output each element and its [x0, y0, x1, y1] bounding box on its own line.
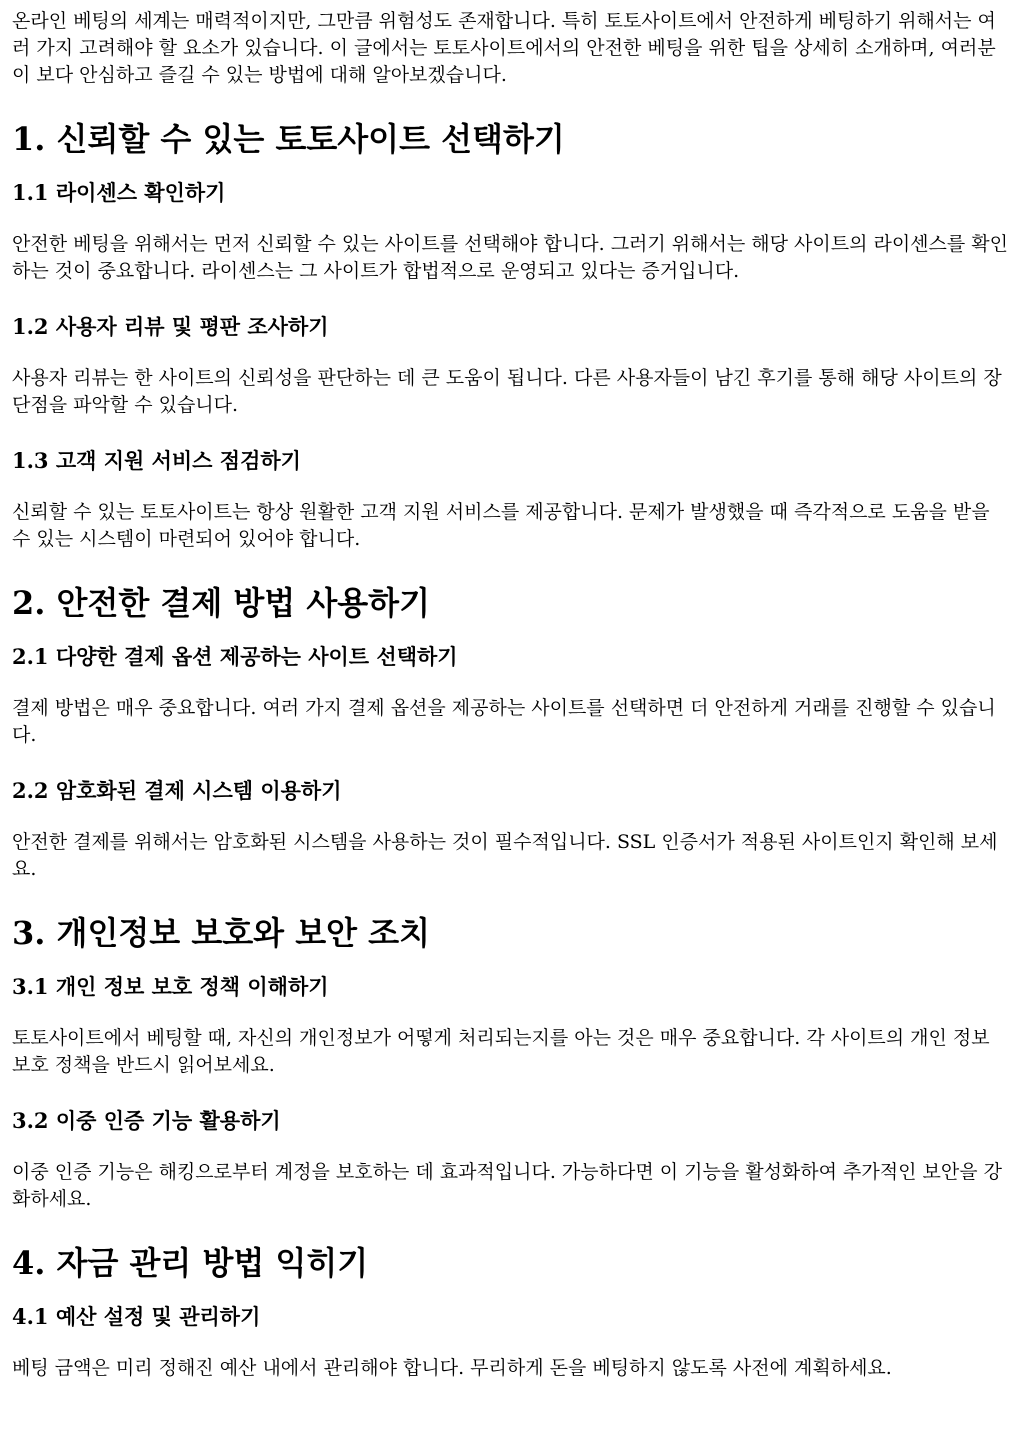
intro-paragraph: 온라인 베팅의 세계는 매력적이지만, 그만큼 위험성도 존재합니다. 특히 토토사이트에서 안전하게 베팅하기 위해서는 여러 가지 고려해야 할 요소가 있습니다. 이 글에서는 토토사이트에서의 안전한 베팅을 위한 팁을 상세히 소개하며, 여러분이 보다 안심하고 즐길 수 있는 방법에 대해 알아보겠습니다. — [12, 10, 996, 86]
section-heading-3: 3. 개인정보 보호와 보안 조치 — [12, 914, 431, 952]
paragraph-4-1: 베팅 금액은 미리 정해진 예산 내에서 관리해야 합니다. 무리하게 돈을 베팅하지 않도록 사전에 계획하세요. — [12, 1357, 892, 1379]
paragraph-2-2: 안전한 결제를 위해서는 암호화된 시스템을 사용하는 것이 필수적입니다. SSL 인증서가 적용된 사이트인지 확인해 보세요. — [12, 831, 998, 880]
paragraph-2-1: 결제 방법은 매우 중요합니다. 여러 가지 결제 옵션을 제공하는 사이트를 선택하면 더 안전하게 거래를 진행할 수 있습니다. — [12, 697, 996, 746]
section-heading-1: 1. 신뢰할 수 있는 토토사이트 선택하기 — [12, 120, 565, 158]
section-heading-2: 2. 안전한 결제 방법 사용하기 — [12, 584, 431, 622]
paragraph-1-2: 사용자 리뷰는 한 사이트의 신뢰성을 판단하는 데 큰 도움이 됩니다. 다른 사용자들이 남긴 후기를 통해 해당 사이트의 장단점을 파악할 수 있습니다. — [12, 367, 1002, 416]
subsection-heading-4-1: 4.1 예산 설정 및 관리하기 — [12, 1304, 261, 1329]
subsection-heading-2-2: 2.2 암호화된 결제 시스템 이용하기 — [12, 778, 342, 803]
paragraph-1-1: 안전한 베팅을 위해서는 먼저 신뢰할 수 있는 사이트를 선택해야 합니다. 그러기 위해서는 해당 사이트의 라이센스를 확인하는 것이 중요합니다. 라이센스는 그 사이트가 합법적으로 운영되고 있다는 증거입니다. — [12, 233, 1008, 282]
article — [0, 8, 1024, 1382]
paragraph-1-3: 신뢰할 수 있는 토토사이트는 항상 원활한 고객 지원 서비스를 제공합니다. 문제가 발생했을 때 즉각적으로 도움을 받을 수 있는 시스템이 마련되어 있어야 합니다. — [12, 501, 990, 550]
subsection-heading-1-3: 1.3 고객 지원 서비스 점검하기 — [12, 448, 301, 473]
subsection-heading-2-1: 2.1 다양한 결제 옵션 제공하는 사이트 선택하기 — [12, 644, 458, 669]
subsection-heading-1-1: 1.1 라이센스 확인하기 — [12, 180, 226, 205]
subsection-heading-1-2: 1.2 사용자 리뷰 및 평판 조사하기 — [12, 314, 329, 339]
subsection-heading-3-2: 3.2 이중 인증 기능 활용하기 — [12, 1108, 281, 1133]
paragraph-3-1: 토토사이트에서 베팅할 때, 자신의 개인정보가 어떻게 처리되는지를 아는 것은 매우 중요합니다. 각 사이트의 개인 정보 보호 정책을 반드시 읽어보세요. — [12, 1027, 990, 1076]
paragraph-3-2: 이중 인증 기능은 해킹으로부터 계정을 보호하는 데 효과적입니다. 가능하다면 이 기능을 활성화하여 추가적인 보안을 강화하세요. — [12, 1161, 1002, 1210]
section-heading-4: 4. 자금 관리 방법 익히기 — [12, 1244, 369, 1282]
subsection-heading-3-1: 3.1 개인 정보 보호 정책 이해하기 — [12, 974, 329, 999]
